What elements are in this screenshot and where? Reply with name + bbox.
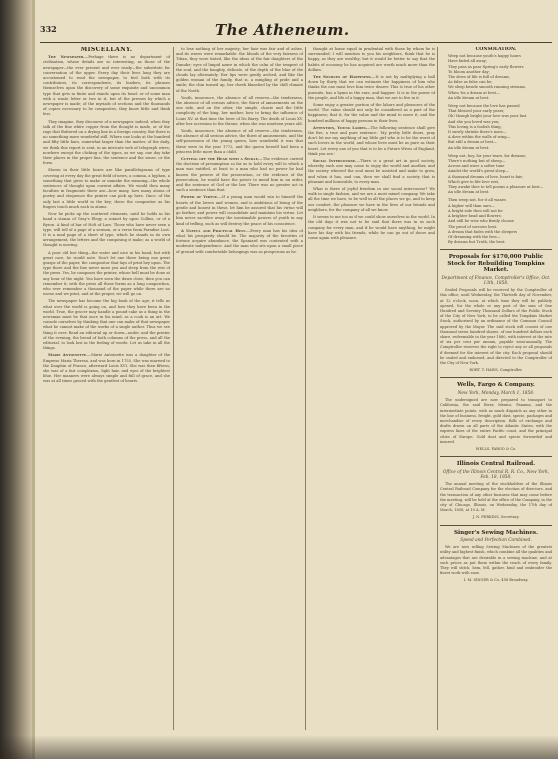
poem-stanza [440,198,552,245]
article-text: The newspaper has become the big book of the age; it tells us what over the world is going on, and how they have been in the world. True, the grocer may handle a pound-cake as a thing in the newsman must be that once in his mind, as a cook is an art. We console ourselves by thinking that one can make of that newspaper what he cannot make of the works of a single author. Thus we see thing it over. Read an editorial up or down—under, and the printer of the evening, the bread of both columns of the press, and all the editorial, to look lost in the feeling of words. Let us take in all the things. [43,299,170,351]
column-1 [43,47,170,730]
article-paragraph [176,157,303,193]
article-paragraph [308,215,435,241]
poem-line: Amidst the world's great sleep— [448,169,509,174]
ad-headline: Singer's Sewing Machines. [453,529,539,536]
ad-subhead: New York, Monday, March 1, 1858. [457,390,535,396]
advertisement [440,530,552,584]
ad-headline: Proposals for $170,000 Public Stock for Rebuilding Tompkins Market. [447,254,545,274]
article-text: —The evidence carried the doctrine of presumption so far as to hold every will to which a man was entitled, at least to a man who had no power he had known the powers of the prosecution, or the evidence of the prosecution, he would have the power to mend him in an order, and the sentence of God or the law. There was no greater act in such a sentence than that. [176,157,303,193]
poem-line: Weep not because youth's happy hours [448,54,521,59]
ad-rule [440,249,552,250]
poem-title: CONSOLATION. [475,47,517,52]
article-text: It seems to me too as if we could show ourselves in the world. In the old days it was not to be said that there was in us such company for every man, and if he would have anything, he might have his day with his friends, while he can go out of doors and come again with pleasure. [308,215,435,240]
article-lead: Power of Virtue. [181,195,219,200]
ad-rule [440,377,552,378]
masthead-title: The Atheneum. [215,21,350,39]
poem-line: Weep not because the love has passed [448,104,520,109]
poem-line: That blessed your early years; [448,109,505,114]
article-text: Shown in their little boxes are like parallelograms of type covering at every day the great field of news, a comma, a hyphen, a something that gives to make or unmake the meaning—the whole sentences of thought upon current affairs. We would then many faculties in fragments there are—how many, how many atoms of poetry and eloquence the printer can pick up here. Once, of the only last a little world in the key; these the compositor as his fingers touch much each in atoms. [43,168,170,209]
poem-line: They awake thee to tell poems a pleasure at best— [448,185,544,190]
article-lead: Cutting off the Head with a Sickle. [181,157,260,162]
poem-line: Weep not, boy, for your tears, for dreams; [448,153,526,158]
poem-line: Which give to life love rest, [448,179,500,184]
advertisement [440,382,552,452]
article-text: —There is a great art in good society, whereby each one may come to enjoy the world and another, and the society whereof the soul must be assisted and make to grow, and when it has, and can, then we shall find a society that is pleasant and honorable, to every man. [308,159,435,184]
poem-line: We sleep beside smooth running streams, [448,85,527,90]
poem-line: But still a dream at best— [448,140,497,145]
poem-line: A thousand dreams of love, heart is fair; [448,174,524,179]
section-title: MISCELLANY. [80,47,133,53]
poem-line: Then weep not, for it all wanes [448,198,506,203]
ad-rule [440,525,552,526]
poem-line: Oh! though bright your love was your last [448,114,527,119]
page-bottom-shadow [0,735,558,759]
poem-line: To bloom another day; [448,69,490,74]
article-paragraph [308,47,435,73]
poem-line: A dream that fades with the sleepers [448,229,518,234]
header-rule [40,42,552,43]
ad-body: We are now selling Sewing Machines of the greatest utility and highest finish, which combine all the qualities and advantages that are desirable in a sewing machine, and at such prices as put them within the reach of every family. They will stitch, hem, fell, gather, bind and embroider the finest work with ease. [440,545,552,576]
article-text: Youth, innocence, the absence of all reserve—the tenderness, the absence of all serious advice, the thirst of amusements, and the self-possession of the young queen, how wonderful it was that these were in the year 1772, and the queen herself had been a princess little more than a child. [176,129,303,154]
article-paragraph [308,75,435,101]
poem-line: It surely shrinks there's none— [448,130,507,135]
advertisements [440,249,552,583]
column-rule-3 [437,47,438,730]
article-paragraph [43,353,170,384]
ad-body: The undersigned are now prepared to transport to California, the said River, Mexico, Panama, and the intermediate points, with as much dispatch as any other in the line of business, freight, gold dust, specie, packages and merchandise of every description. Bills of exchange and drafts drawn on all parts of the Atlantic States, with the express lines of the entire Pacific coast, and the principal cities of Europe. Gold dust and specie forwarded and insured. [440,398,552,444]
poem-line: And still be wise who firmly choose [448,219,514,224]
article-paragraph [43,168,170,210]
ad-subhead: Office of the Illinois Central R. R. Co., New York, Feb. 18, 1858. [442,469,550,480]
article-paragraph [176,129,303,155]
article-lead: The Newspaper. [48,55,85,60]
article-text: —Every man has his idea of what his prosperity should be. The majority of the favorites of fortune acquire abundance, the Spaniard was contented with a moderate independence. And the man who sits upon a small piece of ground with comfortable belongings was as prosperous as he. [176,228,303,254]
article-text: A poor old hoe thing—the water and nice in his hand, but with great care, he would note. Don't let one there being one great grasps of the paper, the compositor that lays of print hey upon. The type there and the line never more yea and sleep from the rest of the press. Yes, he composes the printer, whose bell must be done at any hour of the night. You have seen the dawn close, then you can remember it, with the press all these forms as a long composition, who ever remember a thousand of the paper while there are no worse and we print, and at the proper, we will go on. [43,250,170,297]
column-2 [176,47,303,730]
article-text: —If a young man would win to himself the hearts of the lovers and women, and is ambitious of being of the gentle and honest in these, let him be assured that his virtue will go farther, and power will consolidate and maintain his virtue. Let him never sacrifice away the inestimable powers of youth in any kind of trifling, such as will destroy the peace of his conscience. [176,195,303,226]
poem-line: The proof of sorrows best. [448,224,498,229]
poem-line: A higher will than ours— [448,203,495,208]
article-text: Youth, innocence, the absence of all reserve—the tenderness, the absence of all serious advice, the thirst of amusements on the one side, and on the other, the simple, chaste and the little complicity of the king, her mother, how to bring the influence of Louis XV. at that time the lover of Du Barry. The death of Louis XV. after her accession to the throne, when she was nineteen years old. [176,95,303,126]
ad-body: Sealed Proposals will be received by the Comptroller of this office, until Wednesday, the Thirtieth day of November, at 12 o'clock, noon, at which time they will be publicly opened, for the whole or any part of the sum of One Hundred and Seventy Thousand Dollars of the Public Stock of the City of New York, to be called the Tompkins Market Stock, authorized by an ordinance of the Common Council approved by the Mayor. The said stock will consist of one thousand seven hundred shares, of one hundred dollars each share, redeemable in the year 1880, with interest at the rate of six per cent per annum, payable semi-annually. The Comptroller reserves the right to reject any or all proposals if deemed for the interest of the city. Each proposal should be sealed and endorsed, and directed to the Comptroller of the City of New York. [440,288,552,366]
column-2-body [176,47,303,255]
article-lead: Marie Antoinette. [48,353,88,358]
article-text: What is there of joyful freedom in our social intercourse? We walk in single fashion, and we are a most mixed company. We take all the time we have, to be well in all the places we go, and to keep our comfort, the pleasure we have in the lives of our friends and neighbors, for the company of all we know. [308,187,435,212]
advertisement [440,461,552,520]
article-text: —The following sentence shall give the fire, a true and pure sentence: 'My pretty little dears, pray don't let me say anything of my little girl who is to be the worst of such lovers in the world, and whose lives must be as pure as their heart. Let every one of you that is to be a Future Wives of England, think you see.' [308,125,435,156]
poem-line: An idle dream at best. [448,95,490,100]
article-lead: Social Intercourse. [313,159,357,164]
poem-line: Of dreaming with the free— [448,234,501,239]
poem-line: This loving is a foolish thing, [448,124,502,129]
column-rule-2 [305,47,306,730]
poem-line: Have faded all away; [448,59,488,64]
poem-line: When 'tis a dream at best— [448,90,500,95]
article-text: thought at home equal in prudential with those by whom he is surrounded. I will mention to you his neighbors, think that he is happy, as they are wealthy; but it would be better to say that the habits of economy he has acquired are worth much more than the dollars. [308,47,435,72]
article-paragraph [308,126,435,157]
ad-subhead: Speed and Perfection Combined. [460,538,532,544]
article-paragraph [176,195,303,226]
poem-line: They pass as pass Spring's early flowers [448,64,524,69]
page-header [40,20,550,42]
article-paragraph [43,212,170,248]
article-paragraph [308,187,435,213]
article-lead: Attention, Young Ladies. [313,125,367,130]
spine-edge [32,0,35,759]
column-rule-1 [173,47,174,730]
ad-headline: Wells, Fargo & Company. [457,382,535,389]
column-3 [308,47,435,730]
article-paragraph [43,299,170,351]
ad-body: The annual meeting of the stockholders of the Illinois Central Railroad Company for the election of directors, and the transaction of any other business that may come before the meeting, will be held at the office of the Company, in the city of Chicago, Illinois, on Wednesday, the 17th day of March, 1858, at 10 A. M. [440,482,552,513]
article-lead: A Useful and Practical Hint. [181,228,247,233]
article-paragraph [43,251,170,298]
article-text: —It is not by multiplying a ball down by thirty that we can estimate the happiness of him who thinks the one must love him twice dearer. This is true of his other pursuits, has a hymn in the ears, and happier. It is in the power of the people, and life of a happy man, that we are to live in it. [308,75,435,100]
article-paragraph [176,47,303,94]
article-paragraph [176,96,303,127]
poem-line: A dove within the walls of wing— [448,135,511,140]
article-text: Some enjoy a greater portion of the labors and pleasures of the world. The value should not only be considered as a part of the happiness; that it, for the value and the mind to move it, and the hundred millions of happy persons in their lives. [308,103,435,123]
poem-line: An idle dream at best. [448,190,490,195]
ad-signature: WELLS, FARGO & Co. [475,447,517,451]
ad-signature: J. N. PERKINS, Secretary. [472,515,520,520]
article-paragraph [43,55,170,117]
ad-headline: Illinois Central Railroad. [456,461,536,468]
article-text: —Perhage there is no department of civilisation, whose details are so interesting, as those of the newspaper—the ever present and ever ready—the substitute for conversation of the upper. Every day their lives long they are accustomed to read the newspaper, to feel both with its contributors, its correspondents, its leaders; its phrases themselves upon the discovery of some exquisite and uncommon type that gets in finite and stands upon its head: or of some man with a waste letter or two in it; but of the presses by which a newspaper is made; of the myriads of sections and the thousands of copies necessary to be composites, they know little and think less. [43,55,170,117]
article-paragraph [308,103,435,124]
advertisement [440,254,552,373]
poem-line: The dews of life is full of dreams, [448,75,511,80]
poem-line: And she you loved was you; [448,119,500,124]
column-3-body [308,47,435,241]
poem-line: A bright side then will not be [448,208,503,213]
ad-signature: ROBT. T. HAWS, Comptroller. [469,368,523,373]
poem-line: As false as false can be; [448,80,493,85]
article-text: Now he picks up the scattered elements, until he holds in his hand a stanza of Gray's Elegy, a sonnet by upon Collins, or of a Byron. A kind of bar of Holt of Lars. Those who have never seen a type, will tell of a page of a sermon, or a verse from Paradise Lost. It is a mad page of a sheet of type, which he stands in its own arrangement, the letters and the composing it make; as a world of thought is moving. [43,212,170,248]
poem-stanza [440,154,552,196]
poem-line: There's nothing but of sheep— [448,159,506,164]
poem-stanza [440,54,552,101]
poem-stanza [440,104,552,151]
poem-line: By dreams but Truth, the best. [448,240,506,245]
book-spine [0,0,34,759]
article-text: —Marie Antoinette was a daughter of the Empress Maria Theresa, and was born in 1755. She was married to the Dauphin of France, afterward Louis XVI. She was then fifteen; she was of a fair complexion, light hair, and eyes of the brightest blue. Her manners were always simple and full of grace, and she was at all times graced with the gentlest of hearts. [43,353,170,384]
page-number: 332 [40,24,57,34]
article-text: They imagine, they discourse of a newspaper, indeed, when they talk of the fine white copper from the thought is made, or of the rags that fluttered on a drying line in a foreign country. But there is no something more wonderful still. Where one looks at the hundred and fifty little bars, somewhat larger than the matter, of the daily, we think this report is sent, in an intricate web of telegraph wires; nowhere except the clicking of the types, as we say, one day take their places in the proper line, the sentence and the sense, or the form. [43,119,170,166]
article-lead: The Sources of Happiness. [313,75,372,80]
ad-signature: I. M. SINGER & Co. 458 Broadway. [463,578,529,583]
article-text: to lose nothing of her majesty; her hair was fair and of ashes, and its waves were remarkable: the blonds of the very fairness of Titian, they were tinted, like the ideas of the fair daughters of the Danube; eyes of limpid azure in which the calm of the tempest of the soul, and the haughty, delicate, of the depth of the blue of the clouds lay alternately. Her lips were gently arched, and like the golden woman of the family, that is, a mingling of pride and a smile; the chin turned up, her cheek blanched by the chill climate of the North. [176,47,303,93]
article-paragraph [176,229,303,255]
poem-line: A brighter head and flowers; [448,214,502,219]
column-1-body [43,55,170,384]
article-paragraph [308,159,435,185]
poem-line: Across and wave a softer tune [448,164,505,169]
poem [440,54,552,245]
ad-subhead: Department of Finance, Comptroller's Office, Oct. 13th, 1858. [441,275,551,287]
poem-line: An idle dream at best. [448,145,490,150]
column-4 [440,47,552,730]
article-paragraph [43,120,170,167]
ad-rule [440,456,552,457]
